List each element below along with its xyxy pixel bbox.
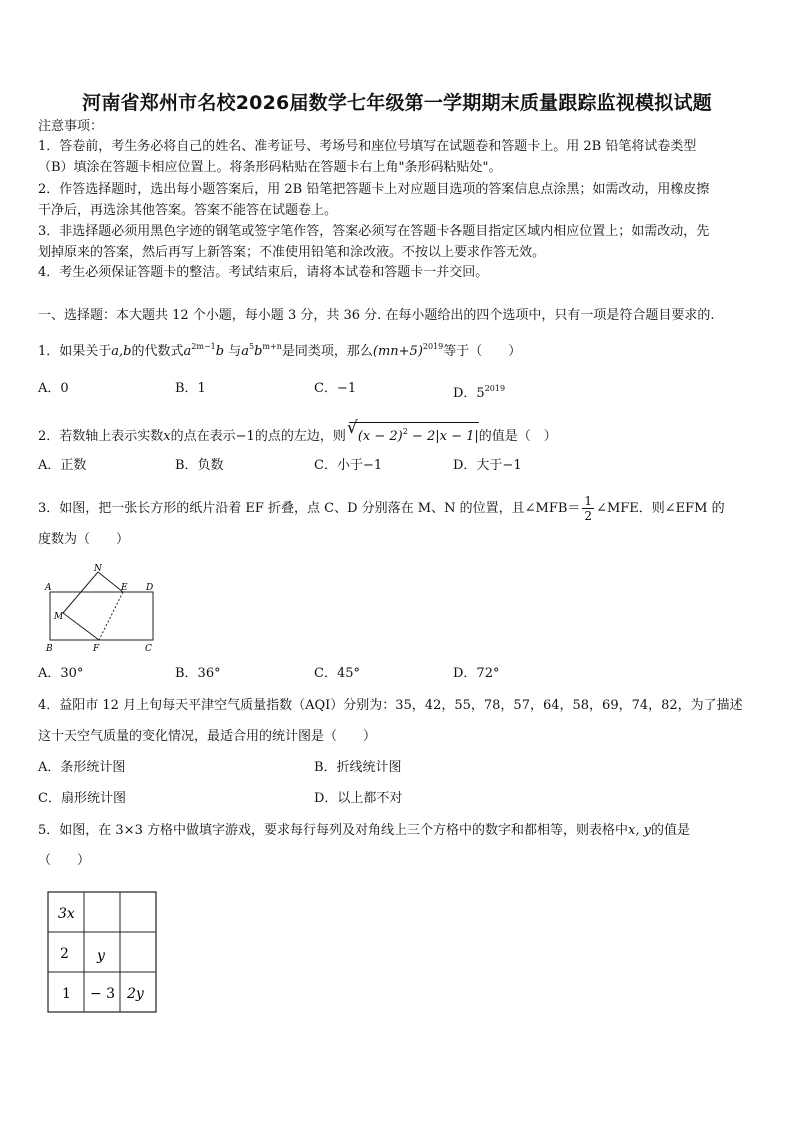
q1-option-a: A．0 <box>38 381 69 396</box>
q2-text-4: 的值是（ ） <box>478 429 557 444</box>
q4-option-a: A．条形统计图 <box>38 760 126 775</box>
q2-option-b: B．负数 <box>175 458 224 473</box>
q2-text-3: 的点的左边，则 <box>254 429 346 444</box>
question-5-line-2: （ ） <box>38 853 91 868</box>
q1-expr1-b: b <box>215 344 225 359</box>
q5-text-1: 5．如图，在 3×3 方格中做填字游戏，要求每行每列及对角线上三个方格中的数字和都相等，则表格中 <box>38 823 628 838</box>
q2-text-2: 的点在表示 <box>170 429 236 444</box>
q1-text-5: 等于（ ） <box>443 344 522 359</box>
q3-line-ne <box>98 572 123 592</box>
note-2b: 干净后，再选涂其他答案。答案不能答在试题卷上。 <box>38 203 338 218</box>
radical-sign-icon: √ <box>346 418 358 438</box>
q1-option-d <box>453 380 505 403</box>
q2-option-c: C．小于−1 <box>314 458 383 473</box>
section-heading: 一、选择题：本大题共 12 个小题，每小题 3 分，共 36 分. 在每小题给出的四个选项中，只有一项是符合题目要求的. <box>38 308 715 323</box>
q1-text-3: 与 <box>228 344 242 359</box>
note-3a: 3．非选择题必须用黑色字迹的钢笔或签字笔作答，答案必须写在答题卡各题目指定区域内相应位置上；如需改动，先 <box>38 224 710 239</box>
q3-option-c: C．45° <box>314 666 360 681</box>
question-4-line-1: 4．益阳市 12 月上旬每天平津空气质量指数（AQI）分别为：35，42，55，78，57，64，58，69，74，82，为了描述 <box>38 698 743 713</box>
q2-sqrt-expression <box>346 418 479 446</box>
q3-label-c: C <box>145 644 152 654</box>
q3-text-2: ∠MFE．则∠EFM 的 <box>596 501 725 516</box>
q2-root-rest: − 2|x − 1| <box>407 429 479 444</box>
q1-expr2-exp2: m+n <box>262 342 282 351</box>
q5-magic-square-grid <box>44 888 164 1018</box>
q2-root-exp: 2 <box>402 427 408 436</box>
q1-option-d-exp: 2019 <box>484 384 506 393</box>
q1-var-ab: a,b <box>111 344 132 359</box>
q1-expr2-b: b <box>254 344 263 359</box>
q3-label-f: F <box>93 644 100 654</box>
q1-expr3-exp: 2019 <box>422 342 444 351</box>
q1-text-1: 1．如果关于 <box>38 344 112 359</box>
question-4-line-2: 这十天空气质量的变化情况，最适合用的统计图是（ ） <box>38 729 377 744</box>
q5-cell-r1c1: 3x <box>58 906 75 922</box>
note-2a: 2．作答选择题时，选出每小题答案后，用 2B 铅笔把答题卡上对应题目选项的答案信息点涂黑；如需改动，用橡皮擦 <box>38 182 710 197</box>
q1-expr1-exp: 2m−1 <box>191 342 216 351</box>
note-4: 4．考生必须保证答题卡的整洁。考试结束后，请将本试卷和答题卡一并交回。 <box>38 265 489 280</box>
q1-option-c: C．−1 <box>314 381 357 396</box>
q4-option-b: B．折线统计图 <box>314 760 402 775</box>
q3-rectangle <box>50 592 153 640</box>
q3-text-1: 3．如图，把一张长方形的纸片沿着 EF 折叠，点 C、D 分别落在 M、N 的位置，且∠MFB＝ <box>38 501 581 516</box>
q3-fold-line-ef <box>99 592 123 640</box>
q3-label-a: A <box>45 583 52 593</box>
q5-var-xy: x, y <box>627 823 651 838</box>
q1-expr2-exp: 5 <box>249 342 255 351</box>
q1-text-2: 的代数式 <box>131 344 184 359</box>
q2-var-x: x <box>163 429 171 444</box>
q5-cell-r3c3: 2y <box>127 986 144 1002</box>
note-3b: 划掉原来的答案，然后再写上新答案；不准使用铅笔和涂改液。不按以上要求作答无效。 <box>38 245 546 260</box>
q3-option-b: B．36° <box>175 666 221 681</box>
q2-option-d: D．大于−1 <box>453 458 522 473</box>
q2-text-1: 2．若数轴上表示实数 <box>38 429 164 444</box>
q3-fold-figure <box>42 562 172 654</box>
q5-cell-r3c1: 1 <box>62 986 71 1002</box>
page-title: 河南省郑州市名校2026届数学七年级第一学期期末质量跟踪监视模拟试题 <box>82 92 712 114</box>
question-5 <box>38 822 690 840</box>
q3-label-d: D <box>146 583 154 593</box>
q4-option-d: D．以上都不对 <box>314 791 403 806</box>
q5-cell-r2c1: 2 <box>60 946 69 962</box>
question-1 <box>38 338 521 361</box>
q2-option-a: A．正数 <box>38 458 87 473</box>
q1-text-4: 是同类项，那么 <box>281 344 373 359</box>
q3-fraction-den: 2 <box>584 509 593 523</box>
question-3 <box>38 494 725 523</box>
q3-label-e: E <box>121 583 128 593</box>
q2-root-base: (x − 2) <box>357 429 403 444</box>
note-1b: （B）填涂在答题卡相应位置上。将条形码粘贴在答题卡右上角"条形码粘贴处"。 <box>38 160 502 175</box>
q5-cell-r3c2: − 3 <box>90 986 116 1002</box>
q3-fraction <box>582 494 594 523</box>
q3-option-a: A．30° <box>38 666 84 681</box>
q3-label-m: M <box>54 612 64 622</box>
q3-label-n: N <box>94 564 102 574</box>
q3-fraction-num: 1 <box>584 494 593 508</box>
q2-neg-one: −1 <box>235 429 255 444</box>
q1-expr1-base: a <box>183 344 192 359</box>
note-1a: 1．答卷前，考生务必将自己的姓名、准考证号、考场号和座位号填写在试题卷和答题卡上。用 2B 铅笔将试卷类型 <box>38 139 697 154</box>
q3-option-d: D．72° <box>453 666 500 681</box>
q5-cell-r2c2: y <box>97 948 105 964</box>
q3-line-mf <box>63 613 99 640</box>
q1-expr2-base: a <box>241 344 249 359</box>
q5-text-2: 的值是 <box>650 823 690 838</box>
q1-option-b: B．1 <box>175 381 206 396</box>
q3-label-b: B <box>46 644 53 654</box>
question-2 <box>38 418 557 446</box>
q4-option-c: C．扇形统计图 <box>38 791 126 806</box>
question-3-line-2: 度数为（ ） <box>38 532 130 547</box>
notes-heading: 注意事项： <box>38 119 104 134</box>
q1-option-d-label: D．5 <box>453 386 485 401</box>
q1-expr3: (mn+5) <box>372 344 423 359</box>
